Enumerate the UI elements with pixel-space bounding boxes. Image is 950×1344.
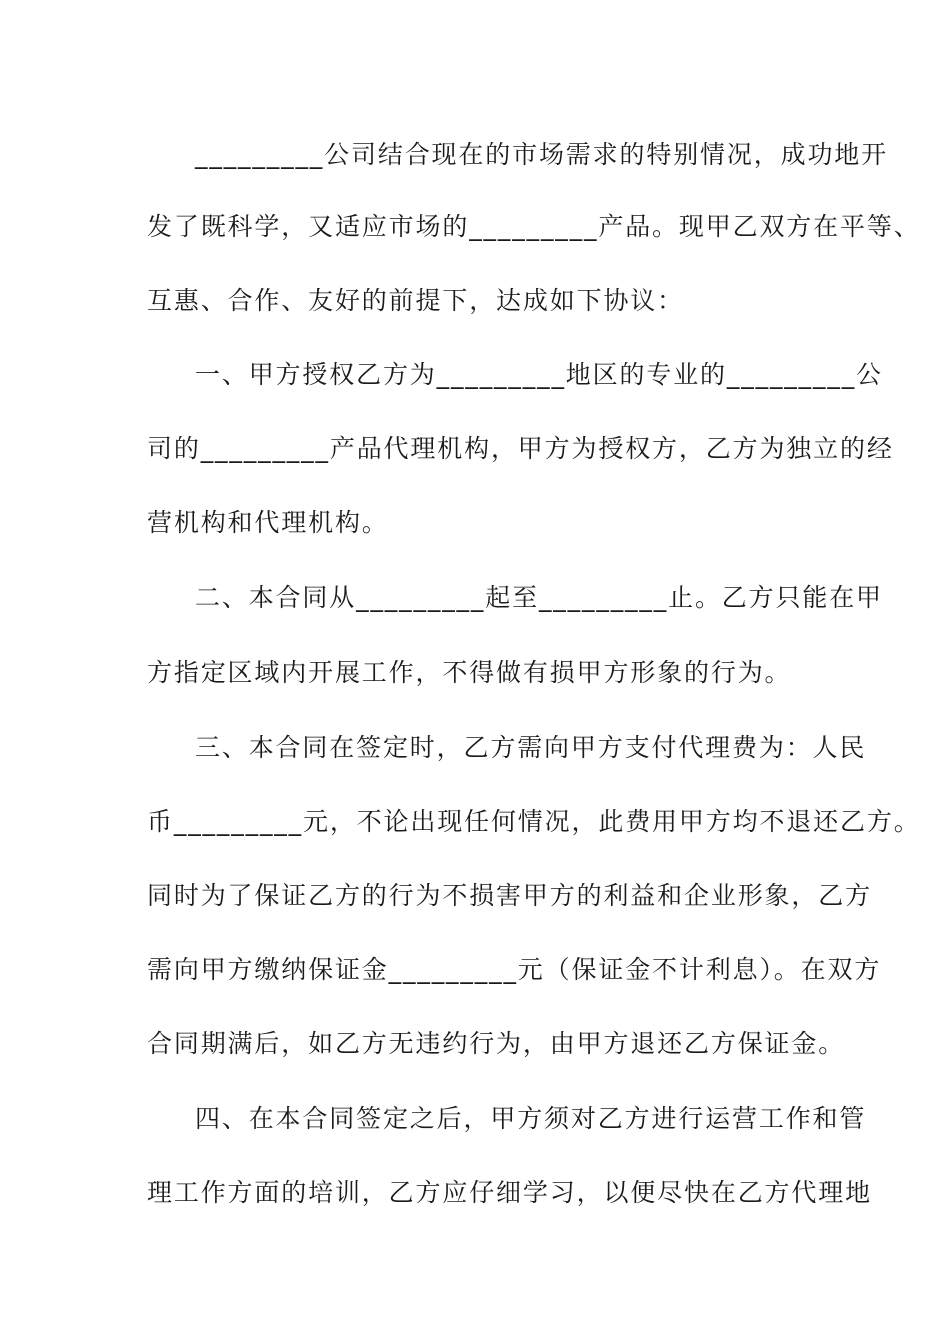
clause-4-line-2: 理工作方面的培训，乙方应仔细学习，以便尽快在乙方代理地 <box>147 1178 872 1207</box>
clause-3-line-4: 需向甲方缴纳保证金_________元（保证金不计利息）。在双方 <box>147 955 882 984</box>
clause-3-line-5: 合同期满后，如乙方无违约行为，由甲方退还乙方保证金。 <box>147 1029 846 1058</box>
clause-3-line-2: 币_________元，不论出现任何情况，此费用甲方均不退还乙方。 <box>147 807 921 836</box>
clause-2-line-2: 方指定区域内开展工作，不得做有损甲方形象的行为。 <box>147 658 792 687</box>
paragraph-intro-line-2: 发了既科学，又适应市场的_________产品。现甲乙双方在平等、 <box>147 212 921 241</box>
paragraph-intro-line-1: _________公司结合现在的市场需求的特别情况，成功地开 <box>195 140 889 169</box>
clause-3-line-1: 三、本合同在签定时，乙方需向甲方支付代理费为：人民 <box>195 733 867 762</box>
clause-3-line-3: 同时为了保证乙方的行为不损害甲方的利益和企业形象，乙方 <box>147 881 872 910</box>
clause-4-line-1: 四、在本合同签定之后，甲方须对乙方进行运营工作和管 <box>195 1104 867 1133</box>
clause-1-line-1: 一、甲方授权乙方为_________地区的专业的_________公 <box>195 360 883 389</box>
clause-1-line-3: 营机构和代理机构。 <box>147 508 389 537</box>
paragraph-intro-line-3: 互惠、合作、友好的前提下，达成如下协议： <box>147 286 685 315</box>
clause-2-line-1: 二、本合同从_________起至_________止。乙方只能在甲 <box>195 583 883 612</box>
clause-1-line-2: 司的_________产品代理机构，甲方为授权方，乙方为独立的经 <box>147 434 894 463</box>
